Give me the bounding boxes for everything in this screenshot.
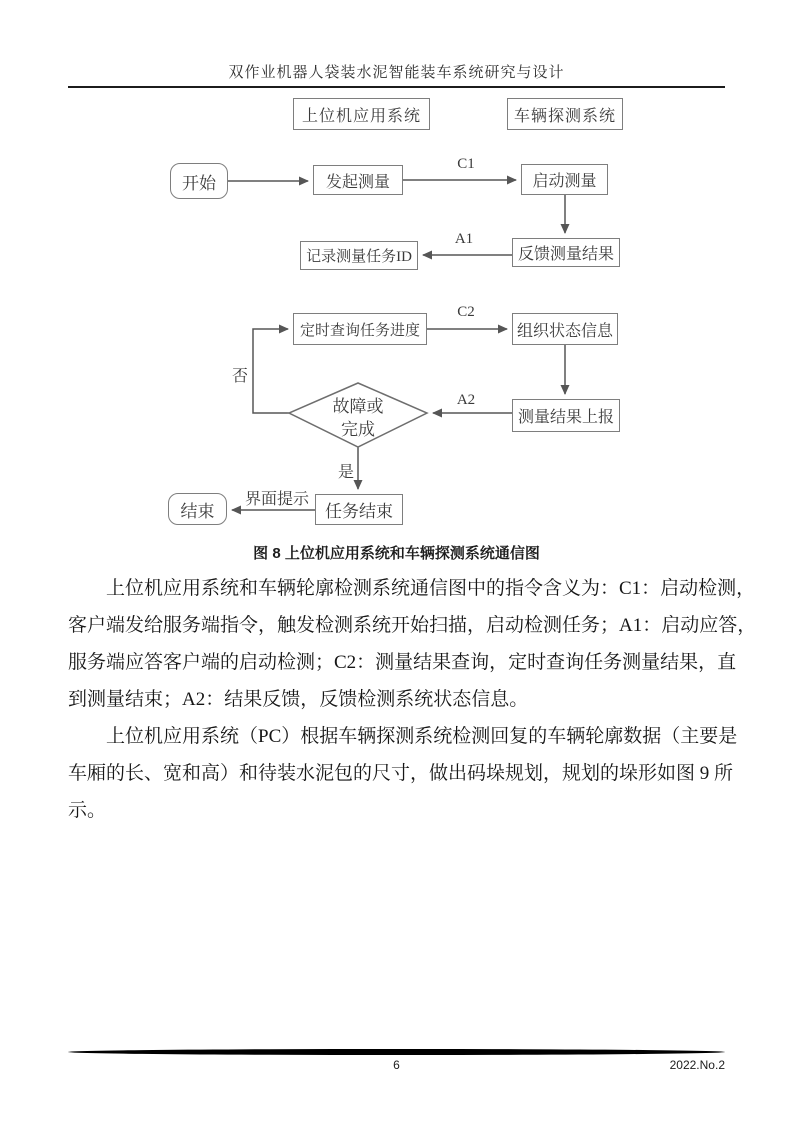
edge-label-no: 否	[231, 368, 248, 385]
paragraph-1-line-4: 到测量结束；A2：结果反馈，反馈检测系统状态信息。	[68, 689, 529, 710]
lane-header-host-app: 上位机应用系统	[293, 98, 430, 130]
paragraph-1-line-3: 服务端应答客户端的启动检测；C2：测量结果查询，定时查询任务测量结果，直	[68, 652, 737, 673]
node-record-task-id: 记录测量任务ID	[300, 241, 418, 270]
paragraph-2-line-2: 车厢的长、宽和高）和待装水泥包的尺寸，做出码垛规划，规划的垛形如图 9 所	[68, 763, 734, 784]
paragraph-1-line-1: 上位机应用系统和车辆轮廓检测系统通信图中的指令含义为：C1：启动检测，	[106, 578, 756, 599]
decision-label-line2: 完成	[341, 420, 375, 439]
paragraph-2-line-3: 示。	[68, 800, 107, 821]
edge-label-a2: A2	[456, 392, 476, 408]
node-start-measure: 启动测量	[521, 164, 608, 195]
edge-label-yes: 是	[337, 464, 354, 481]
node-initiate-measure: 发起测量	[313, 165, 403, 195]
decision-label	[308, 393, 408, 443]
page-number: 6	[393, 1058, 400, 1072]
figure-caption: 图 8 上位机应用系统和车辆探测系统通信图	[253, 545, 540, 562]
node-feedback-result: 反馈测量结果	[512, 238, 620, 267]
node-start: 开始	[170, 163, 228, 199]
paragraph-2-line-1: 上位机应用系统（PC）根据车辆探测系统检测回复的车辆轮廓数据（主要是	[106, 726, 738, 747]
edge-label-c1: C1	[457, 156, 475, 172]
edge-label-a1: A1	[454, 231, 474, 247]
edge-label-ui-prompt: 界面提示	[244, 491, 309, 508]
node-end: 结束	[168, 493, 227, 525]
node-organize-status: 组织状态信息	[512, 313, 618, 345]
issue-label: 2022.No.2	[669, 1058, 725, 1072]
decision-label-line1: 故障或	[332, 397, 384, 416]
edge-label-c2: C2	[457, 304, 475, 320]
lane-header-vehicle-detect: 车辆探测系统	[507, 98, 623, 130]
paragraph-1-line-2: 客户端发给服务端指令，触发检测系统开始扫描，启动检测任务；A1：启动应答，	[68, 615, 757, 636]
node-poll-progress: 定时查询任务进度	[293, 313, 427, 345]
footer-rule-bar	[68, 1049, 725, 1055]
node-report-result: 测量结果上报	[512, 399, 620, 432]
body-text	[68, 570, 757, 829]
node-task-end: 任务结束	[315, 494, 403, 525]
running-header-title: 双作业机器人袋装水泥智能装车系统研究与设计	[228, 65, 565, 81]
